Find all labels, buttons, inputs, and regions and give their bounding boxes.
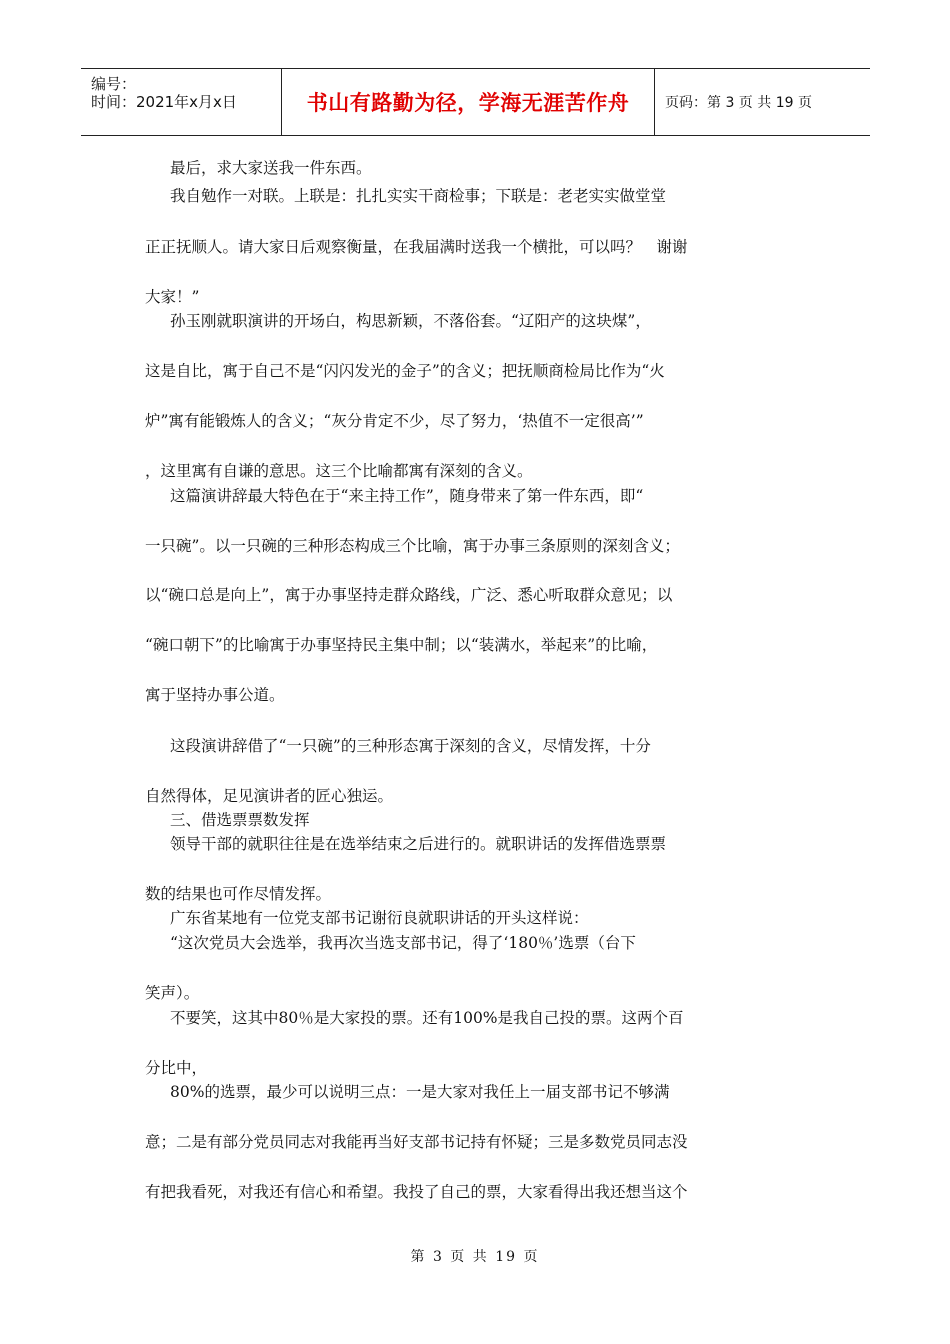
body-line: 分比中， [145, 1059, 208, 1077]
body-line: 这段演讲辞借了“一只碗”的三种形态寓于深刻的含义，尽情发挥，十分 [170, 737, 651, 755]
body-line: 以“碗口总是向上”，寓于办事坚持走群众路线，广泛、悉心听取群众意见；以 [145, 586, 673, 604]
body-line: 孙玉刚就职演讲的开场白，构思新颖，不落俗套。“辽阳产的这块煤”， [170, 312, 651, 330]
body-line: 有把我看死，对我还有信心和希望。我投了自己的票，大家看得出我还想当这个 [145, 1183, 688, 1201]
code-label: 编号： [91, 75, 137, 93]
body-line: 正正抚顺人。请大家日后观察衡量，在我届满时送我一个横批，可以吗？ 谢谢 [145, 238, 688, 256]
body-line: 笑声）。 [145, 984, 200, 1002]
header-page-cell [655, 69, 870, 135]
body-line: 自然得体，足见演讲者的匠心独运。 [145, 787, 394, 805]
body-line: 这是自比，寓于自己不是“闪闪发光的金子”的含义；把抚顺商检局比作为“火 [145, 362, 665, 380]
body-line: 数的结果也可作尽情发挥。 [145, 885, 332, 903]
body-line: ，这里寓有自谦的意思。这三个比喻都寓有深刻的含义。 [145, 462, 533, 480]
header-page-code: 页码：第 3 页 共 19 页 [665, 95, 812, 111]
body-line: 这篇演讲辞最大特色在于“来主持工作”，随身带来了第一件东西，即“ [170, 487, 644, 505]
body-line: 寓于坚持办事公道。 [145, 686, 285, 704]
body-line: “这次党员大会选举，我再次当选支部书记，得了‘180％’选票（台下 [170, 934, 636, 952]
document-header [81, 68, 870, 136]
header-motto-cell [281, 69, 655, 135]
body-line: “碗口朝下”的比喻寓于办事坚持民主集中制；以“装满水，举起来”的比喻， [145, 636, 658, 654]
body-line: 广东省某地有一位党支部书记谢衍良就职讲话的开头这样说： [170, 909, 589, 927]
body-line: 我自勉作一对联。上联是：扎扎实实干商检事；下联是：老老实实做堂堂 [170, 187, 667, 205]
body-line: 一只碗”。以一只碗的三种形态构成三个比喻，寓于办事三条原则的深刻含义； [145, 537, 680, 555]
header-motto: 书山有路勤为径，学海无涯苦作舟 [306, 91, 630, 115]
body-line: 领导干部的就职往往是在选举结束之后进行的。就职讲话的发挥借选票票 [170, 835, 667, 853]
body-line: 最后，求大家送我一件东西。 [170, 159, 372, 177]
body-line: 80%的选票，最少可以说明三点：一是大家对我任上一届支部书记不够满 [170, 1083, 670, 1101]
section-heading: 三、借选票票数发挥 [170, 811, 310, 829]
body-line: 大家！” [145, 288, 200, 306]
body-line: 不要笑，这其中80％是大家投的票。还有100%是我自己投的票。这两个百 [170, 1009, 684, 1027]
header-meta-cell [81, 69, 281, 135]
body-line: 炉”寓有能锻炼人的含义；“灰分肯定不少，尽了努力，‘热值不一定很高’” [145, 412, 644, 430]
time-label: 时间：2021年x月x日 [91, 93, 237, 111]
body-line: 意；二是有部分党员同志对我能再当好支部书记持有怀疑；三是多数党员同志没 [145, 1133, 688, 1151]
page-footer: 第 3 页 共 19 页 [410, 1249, 540, 1265]
